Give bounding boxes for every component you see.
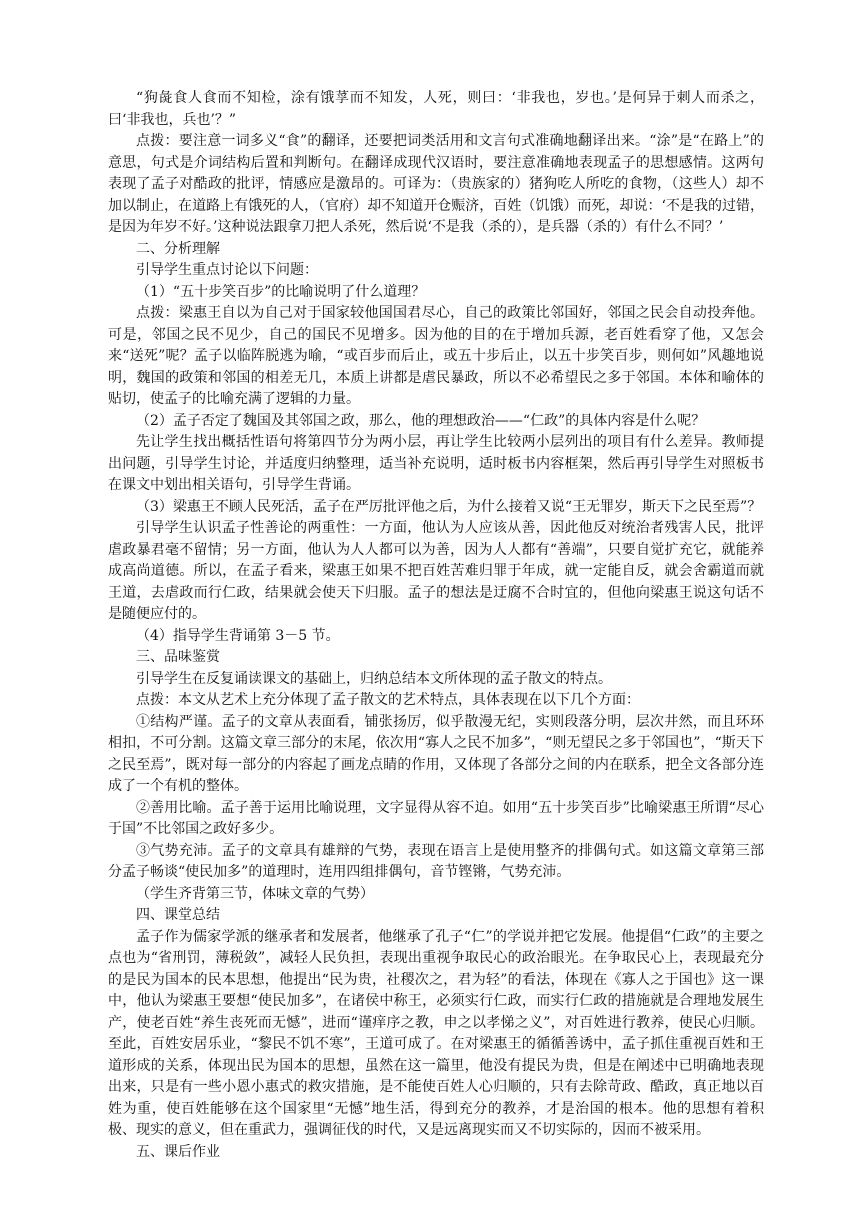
- section-heading-summary: 四、课堂总结: [136, 907, 220, 923]
- hint-question-1: 点拨：梁惠王自以为自己对于国家较他国国君尽心，自己的政策比邻国好，邻国之民会自动投奔他。可是，邻国之民不见少，自己的国民不见增多。因为他的目的在于增加兵源，老百姓看穿了他，又怎会来“送死”呢？孟子以临阵脱逃为喻，“或百步而后止，或五十步后止，以五十步笑百步，则何如”风趣地说明，魏国的政策和邻国的相差无几，本质上讲都是虐民暴政，所以不必希望民之多于邻国。本体和喻体的贴切，使孟子的比喻充满了逻辑的力量。: [108, 305, 764, 407]
- feature-structure: ①结构严谨。孟子的文章从表面看，铺张扬厉，似乎散漫无纪，实则段落分明，层次井然，而且环环相扣，不可分割。这篇文章三部分的末尾，依次用“寡人之民不加多”，“则无望民之多于邻国也”，“斯天下之民至焉”，既对每一部分的内容起了画龙点睛的作用，又体现了各部分之间的内在联系，把全文各部分连成了一个有机的整体。: [108, 713, 764, 794]
- question-4: （4）指导学生背诵第 3－5 节。: [136, 627, 340, 644]
- class-summary: 孟子作为儒家学派的继承者和发展者，他继承了孔子“仁”的学说并把它发展。他提倡“仁政”的主要之点也为“省刑罚，薄税敛”，减轻人民负担，表现出重视争取民心的政治眼光。在争取民心上，表现最充分的是民为国本的民本思想，他提出“民为贵，社稷次之，君为轻”的看法，体现在《寡人之于国也》这一课中，他认为梁惠王要想“使民加多”，在诸侯中称王，必须实行仁政，而实行仁政的措施就是合理地发展生产，使老百姓“养生丧死而无憾”，进而“谨痒序之教，申之以孝悌之义”，对百姓进行教养，使民心归顺。至此，百姓安居乐业，“黎民不饥不寒”，王道可成了。在对梁惠王的循循善诱中，孟子抓住重视百姓和王道形成的关系，体现出民为国本的思想，虽然在这一篇里，他没有提民为贵，但是在阐述中已明确地表现出来，只是有一些小恩小惠式的救灾措施，是不能使百姓人心归顺的，只有去除苛政、酷政，真正地以百姓为重，使百姓能够在这个国家里“无憾”地生活，得到充分的教养，才是治国的根本。他的思想有着积极、现实的意义，但在重武力，强调征伐的时代，又是远离现实而又不切实际的，因而不被采用。: [108, 928, 764, 1138]
- hint-features: 点拨：本文从艺术上充分体现了孟子散文的艺术特点，具体表现在以下几个方面：: [136, 692, 640, 708]
- section-heading-analysis: 二、分析理解: [136, 240, 220, 257]
- section-heading-appreciation: 三、品味鉴赏: [136, 649, 220, 665]
- guide-intro: 引导学生重点讨论以下问题：: [136, 262, 318, 278]
- section-heading-homework: 五、课后作业: [136, 1143, 220, 1160]
- answer-question-3: 引导学生认识孟子性善论的两重性：一方面，他认为人应该从善，因此他反对统治者残害人民，批评虐政暴君毫不留情；另一方面，他认为人人都可以为善，因为人人都有“善端”，只要自觉扩充它，就能养成高尚道德。所以，在孟子看来，梁惠王如果不把百姓苦难归罪于年成，就一定能自反，就会舍霸道而就王道，去虐政而行仁政，结果就会使天下归服。孟子的想法是迂腐不合时宜的，但他向梁惠王说这句话不是随便应付的。: [108, 520, 764, 622]
- quote-paragraph: “狗彘食人食而不知检，涂有饿莩而不知发，人死，则曰：‘非我也，岁也。’是何异于刺人而杀之，曰‘非我也，兵也’？”: [108, 90, 764, 128]
- document-body: [108, 88, 764, 1163]
- feature-momentum: ③气势充沛。孟子的文章具有雄辩的气势，表现在语言上是使用整齐的排偶句式。如这篇文章第三部分孟子畅谈“使民加多”的道理时，连用四组排偶句，音节铿锵，气势充沛。: [108, 842, 764, 880]
- question-1: （1）“五十步笑百步”的比喻说明了什么道理？: [136, 283, 426, 300]
- guide-summary: 引导学生在反复诵读课文的基础上，归纳总结本文所体现的孟子散文的特点。: [136, 670, 612, 687]
- question-3: （3）梁惠王不顾人民死活，孟子在严厉批评他之后，为什么接着又说“王无罪岁，斯天下之民至焉”？: [136, 498, 762, 515]
- answer-question-2: 先让学生找出概括性语句将第四节分为两小层，再让学生比较两小层列出的项目有什么差异。教师提出问题，引导学生讨论，并适度归纳整理，适当补充说明，适时板书内容框架，然后再引导学生对照板书在课文中划出相关语句，引导学生背诵。: [108, 434, 764, 493]
- hint-translation: 点拨：要注意一词多义“食”的翻译，还要把词类活用和文言句式准确地翻译出来。“涂”是“在路上”的意思，句式是介词结构后置和判断句。在翻译成现代汉语时，要注意准确地表现孟子的思想感情。这两句表现了孟子对酷政的批评，情感应是激昂的。可译为：（贵族家的）猪狗吃人所吃的食物，（这些人）却不加以制止，在道路上有饿死的人，（官府）却不知道开仓赈济，百姓（饥饿）而死，却说：‘不是我的过错，是因为年岁不好。’这种说法跟拿刀把人杀死，然后说‘不是我（杀的），是兵器（杀的）有什么不同？’: [108, 133, 764, 235]
- question-2: （2）孟子否定了魏国及其邻国之政，那么，他的理想政治——“仁政”的具体内容是什么呢？: [136, 412, 706, 429]
- feature-metaphor: ②善用比喻。孟子善于运用比喻说理，文字显得从容不迫。如用“五十步笑百步”比喻梁惠王所谓“尽心于国”不比邻国之政好多少。: [108, 799, 764, 837]
- recitation-note: （学生齐背第三节，体味文章的气势）: [136, 885, 374, 902]
